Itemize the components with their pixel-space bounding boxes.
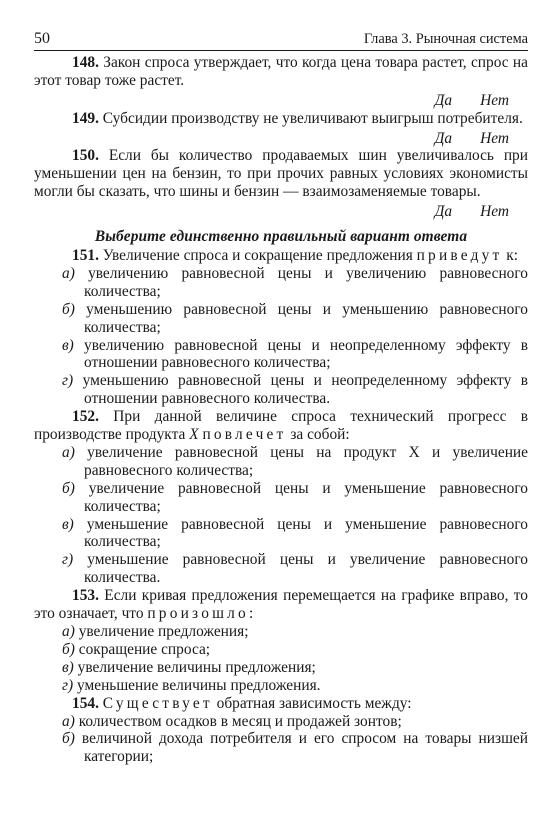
chapter-title: Глава 3. Рыночная система — [363, 31, 528, 47]
answer-choices-148 — [34, 92, 528, 110]
option-c — [34, 337, 528, 373]
question-text: за собой: — [286, 426, 350, 444]
option-a — [34, 265, 528, 301]
variable-x: X — [189, 426, 199, 444]
answer-no: Нет — [480, 129, 509, 147]
question-text: обратная зависимость между: — [212, 694, 412, 712]
option-text: сокращение спроса; — [78, 640, 211, 658]
option-a — [34, 623, 528, 641]
answer-yes: Да — [434, 91, 453, 109]
question-number: 154. — [72, 694, 99, 712]
option-text: уменьшение равновесной цены и уменьшение равновесного количества; — [84, 515, 528, 551]
option-a — [34, 444, 528, 480]
option-c — [34, 516, 528, 552]
question-text: Если кривая предложения перемещается на графике вправо, то это означает, что — [34, 587, 528, 623]
option-text: уменьшению равновесной цены и уменьшению равновесного количества; — [84, 300, 528, 336]
option-letter: в) — [62, 658, 74, 676]
answer-no: Нет — [480, 203, 509, 221]
answer-choices-149 — [34, 130, 528, 148]
option-a — [34, 713, 528, 731]
option-text: уменьшение величины предложения. — [77, 676, 321, 694]
spaced-word: произошло — [147, 605, 249, 623]
question-number: 153. — [72, 587, 99, 605]
option-text: увеличению равновесной цены и неопределенному эффекту в отношении равновесного количества; — [84, 336, 528, 372]
question-number: 150. — [72, 147, 99, 165]
question-number: 149. — [72, 109, 99, 127]
answer-choices-150 — [34, 203, 528, 221]
spaced-word: Существует — [102, 694, 213, 712]
option-letter: б) — [62, 300, 75, 318]
option-d — [34, 551, 528, 587]
question-number: 152. — [72, 408, 99, 426]
option-letter: а) — [62, 623, 75, 640]
document-page — [34, 30, 528, 766]
option-text: величиной дохода потребителя и его спросом на товары низшей категории; — [81, 730, 528, 766]
question-text: : — [248, 605, 254, 623]
answer-yes: Да — [434, 203, 453, 221]
option-letter: в) — [62, 336, 74, 354]
page-number: 50 — [34, 30, 50, 47]
option-letter: а) — [62, 712, 75, 730]
option-d — [34, 677, 528, 695]
page-header — [34, 30, 528, 51]
option-text: увеличение равновесной цены на продукт X и увеличение равновесного количества; — [84, 443, 528, 479]
option-text: увеличение величины предложения; — [77, 658, 316, 676]
option-letter: б) — [62, 479, 75, 497]
option-b — [34, 641, 528, 659]
option-letter: б) — [62, 640, 75, 658]
question-text: Если бы количество продаваемых шин увеличивалось при уменьшении цен на бензин, то при прочих равных условиях экономисты могли бы сказать, что шины и бензин — взаимозаменяемые товары. — [34, 147, 528, 201]
answer-no: Нет — [480, 91, 509, 109]
option-letter: б) — [62, 730, 75, 748]
option-text: увеличению равновесной цены и увеличению равновесного количества; — [84, 264, 528, 300]
option-text: количеством осадков в месяц и продажей зонтов; — [78, 712, 402, 730]
question-text: При данной величине спроса технический прогресс в производстве продукта — [34, 408, 528, 444]
option-d — [34, 372, 528, 408]
answer-yes: Да — [434, 129, 453, 147]
question-text: Увеличение спроса и сокращение предложения — [98, 246, 417, 264]
option-letter: а) — [62, 264, 75, 282]
spaced-word: приведут — [416, 246, 503, 264]
question-151 — [34, 247, 528, 265]
option-text: увеличение равновесной цены и уменьшение равновесного количества; — [84, 479, 528, 515]
option-letter: в) — [62, 515, 74, 533]
option-text: уменьшению равновесной цены и неопределенному эффекту в отношении равновесного количества. — [82, 372, 528, 408]
option-letter: г) — [62, 676, 74, 694]
spaced-word: повлечет — [202, 426, 287, 444]
option-b — [34, 301, 528, 337]
question-text: Субсидии производству не увеличивают выигрыш потребителя. — [98, 109, 523, 127]
question-154 — [34, 695, 528, 713]
question-148 — [34, 54, 528, 90]
question-150 — [34, 147, 528, 201]
option-letter: г) — [62, 551, 74, 569]
option-letter: а) — [62, 443, 75, 461]
option-letter: г) — [62, 372, 74, 390]
option-b — [34, 480, 528, 516]
question-text: к: — [502, 246, 519, 264]
option-text: увеличение предложения; — [78, 623, 249, 640]
question-number: 148. — [72, 53, 99, 71]
option-c — [34, 659, 528, 677]
option-b — [34, 730, 528, 766]
question-text: Закон спроса утверждает, что когда цена товара растет, спрос на этот товар тоже растет. — [34, 53, 528, 89]
option-text: уменьшение равновесной цены и увеличение равновесного количества. — [84, 551, 528, 587]
question-152 — [34, 408, 528, 444]
question-number: 151. — [72, 246, 99, 264]
question-153 — [34, 587, 528, 623]
question-149 — [34, 110, 528, 128]
section-heading: Выберите единственно правильный вариант ответа — [94, 228, 468, 246]
